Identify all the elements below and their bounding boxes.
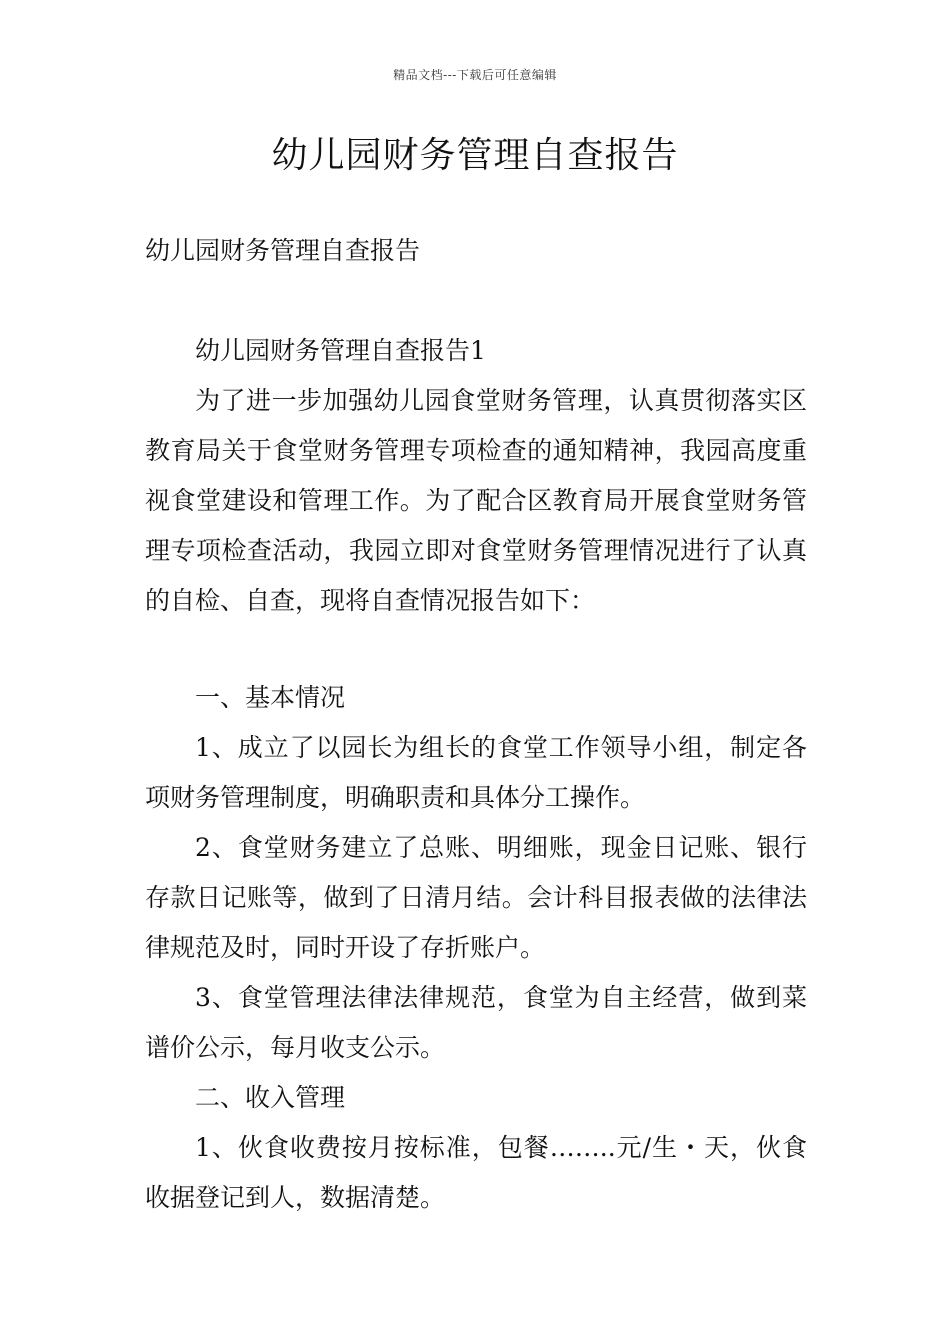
income-item-1: 1、伙食收费按月按标准，包餐……..元/生・天，伙食收据登记到人，数据清楚。 xyxy=(145,1133,807,1212)
intro-paragraph: 为了进一步加强幼儿园食堂财务管理，认真贯彻落实区教育局关于食堂财务管理专项检查的通知精神，我园高度重视食堂建设和管理工作。为了配合区教育局开展食堂财务管理专项检查活动，我园立即对食堂财务管理情况进行了认真的自检、自查，现将自查情况报告如下： xyxy=(145,386,807,615)
basic-item-3: 3、食堂管理法律法律规范，食堂为自主经营，做到菜谱价公示，每月收支公示。 xyxy=(145,983,807,1062)
section-heading-report-1: 幼儿园财务管理自查报告1 xyxy=(195,336,486,365)
section-heading-income-management: 二、收入管理 xyxy=(195,1083,346,1112)
document-title: 幼儿园财务管理自查报告 xyxy=(271,135,679,176)
basic-item-1: 1、成立了以园长为组长的食堂工作领导小组，制定各项财务管理制度，明确职责和具体分工操作。 xyxy=(145,733,807,812)
document-subtitle: 幼儿园财务管理自查报告 xyxy=(145,236,421,265)
section-heading-basic-situation: 一、基本情况 xyxy=(195,683,346,712)
basic-item-2: 2、食堂财务建立了总账、明细账，现金日记账、银行存款日记账等，做到了日清月结。会计科目报表做的法律法律规范及时，同时开设了存折账户。 xyxy=(145,833,807,962)
header-note: 精品文档---下载后可任意编辑 xyxy=(393,68,557,82)
